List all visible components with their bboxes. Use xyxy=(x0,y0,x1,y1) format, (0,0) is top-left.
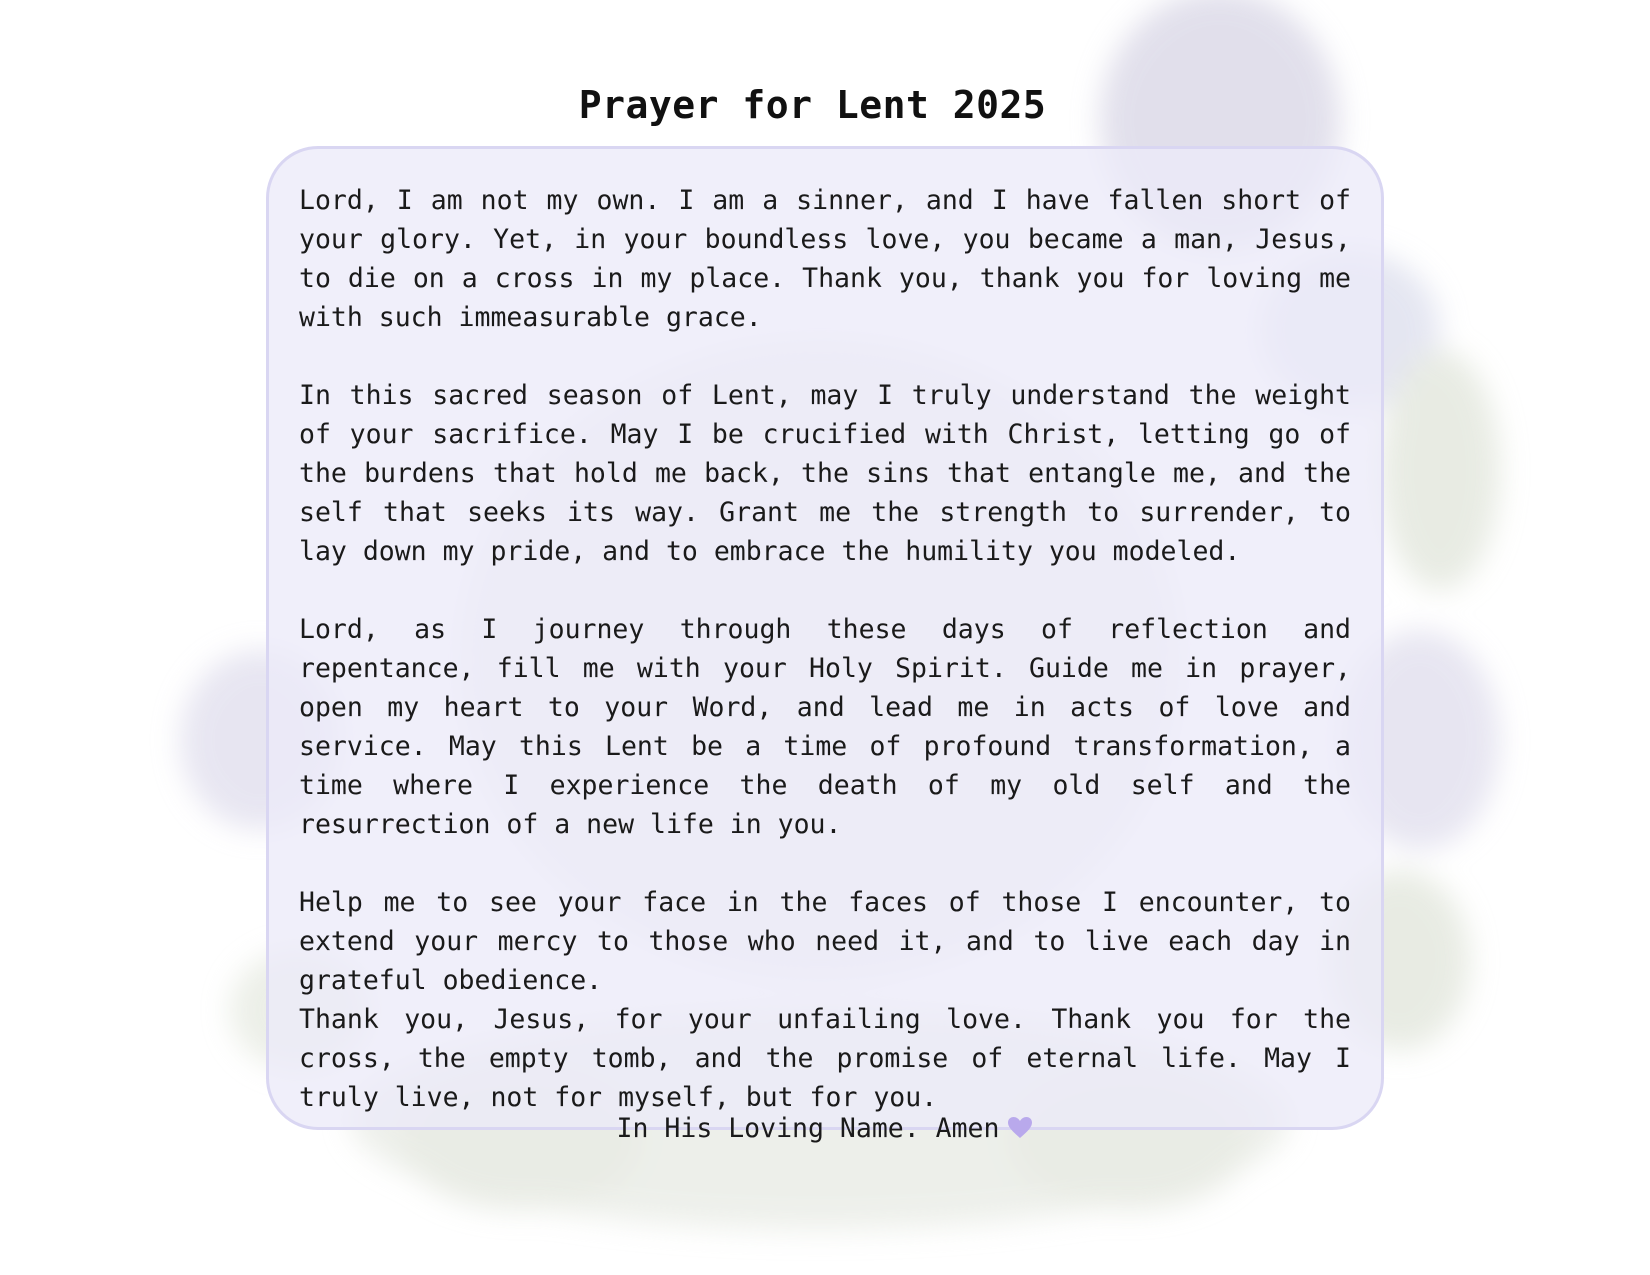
page-title: Prayer for Lent 2025 xyxy=(578,83,1047,128)
prayer-paragraph: In this sacred season of Lent, may I truly understand the weight of your sacrifice. May I be crucified with Christ, letting go of the burdens that hold me back, the sins that entangle me, and the self that seeks its way. Grant me the strength to surrender, to lay down my pride, and to embrace the humility you modeled. xyxy=(299,380,1351,567)
prayer-paragraph: Thank you, Jesus, for your unfailing love. Thank you for the cross, the empty tomb, and the promise of eternal life. May I truly live, not for myself, but for you. xyxy=(299,1004,1351,1113)
heart-icon xyxy=(1007,1114,1033,1150)
prayer-paragraph: Lord, as I journey through these days of reflection and repentance, fill me with your Holy Spirit. Guide me in prayer, open my heart to your Word, and lead me in acts of love and service. May this Lent be a time of profound transformation, a time where I experience the death of my old self and the resurrection of a new life in you. xyxy=(299,614,1351,840)
prayer-card xyxy=(266,146,1384,1144)
prayer-paragraph: Lord, I am not my own. I am a sinner, and I have fallen short of your glory. Yet, in your boundless love, you became a man, Jesus, to die on a cross in my place. Thank you, thank you for loving me with such immeasurable grace. xyxy=(299,185,1351,333)
prayer-paragraph: Help me to see your face in the faces of those I encounter, to extend your mercy to those who need it, and to live each day in grateful obedience. xyxy=(299,887,1351,996)
closing-text: In His Loving Name. Amen xyxy=(616,1113,1000,1144)
